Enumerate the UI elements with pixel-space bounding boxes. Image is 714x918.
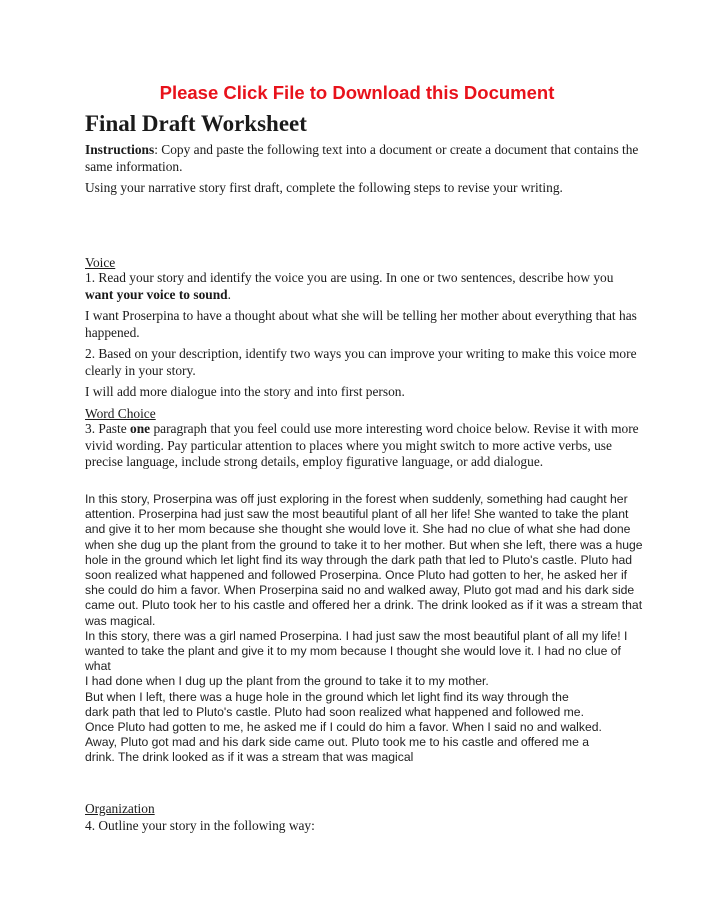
instructions-label: Instructions bbox=[85, 142, 155, 157]
voice-q1-bold: want your voice to sound bbox=[85, 286, 228, 302]
story-line: In this story, Proserpina was off just exploring in the forest when suddenly, something had caught her attention. Proserpina had just saw the most beautiful plant of all her life! She wanted to take the plant and give it to her mom because she thought she would love it. She had no clue of what she had done when she dug up the plant from the ground to take it to her mother. But when she left, there was a huge hole in the ground which let light find its way through the dark path that led to Pluto's castle. Pluto had soon realized what happened and followed Proserpina. Once Pluto had gotten to her, he asked her if she could do him a favor. When Proserpina said no and walked away, Pluto got mad and his dark side came out. Pluto took her to his castle and offered her a drink. The drink looked as if it was a stream that was magical. bbox=[85, 492, 643, 628]
story-line: But when I left, there was a huge hole in the ground which let light find its way through the bbox=[85, 689, 569, 704]
story-line: In this story, there was a girl named Proserpina. I had just saw the most beautiful plant of all my life! I wanted to take the plant and give it to my mom because I thought she would love it. I had no clue of what bbox=[85, 628, 628, 674]
voice-question-2: 2. Based on your description, identify two ways you can improve your writing to make this voice more clearly in your story. bbox=[85, 346, 637, 378]
download-banner[interactable]: Please Click File to Download this Document bbox=[159, 82, 555, 103]
voice-answer-1: I want Proserpina to have a thought about what she will be telling her mother about everything that has happened. bbox=[85, 308, 637, 340]
story-line: I had done when I dug up the plant from the ground to take it to my mother. bbox=[85, 674, 489, 689]
story-line: Once Pluto had gotten to me, he asked me if I could do him a favor. When I said no and walked. bbox=[85, 720, 602, 735]
voice-q1-text: 1. Read your story and identify the voice you are using. In one or two sentences, describe how you bbox=[85, 270, 614, 285]
word-choice-question-3 bbox=[85, 421, 645, 471]
story-line: Away, Pluto got mad and his dark side came out. Pluto took me to his castle and offered me a bbox=[85, 735, 590, 750]
wc-q3-bold: one bbox=[130, 421, 151, 436]
organization-heading: Organization bbox=[85, 801, 155, 816]
story-line: drink. The drink looked as if it was a stream that was magical bbox=[85, 750, 414, 765]
story-line: dark path that led to Pluto's castle. Pluto had soon realized what happened and followed me. bbox=[85, 704, 584, 719]
story-paragraph bbox=[85, 492, 645, 766]
voice-q1-end: . bbox=[227, 286, 231, 302]
wc-q3-end: paragraph that you feel could use more interesting word choice below. Revise it with more vivid wording. Pay particular attention to places where you might switch to more active verbs, use precise language, include strong details, employ figurative language, or add dialogue. bbox=[85, 421, 639, 469]
voice-answer-2: I will add more dialogue into the story and into first person. bbox=[85, 384, 405, 399]
voice-heading: Voice bbox=[85, 255, 116, 270]
instructions-text: : Copy and paste the following text into a document or create a document that contains the same information. bbox=[85, 142, 639, 174]
wc-q3-text: 3. Paste bbox=[85, 421, 131, 436]
document-title: Final Draft Worksheet bbox=[85, 111, 307, 136]
instructions-paragraph bbox=[85, 142, 645, 175]
word-choice-heading: Word Choice bbox=[85, 406, 156, 421]
organization-question-4: 4. Outline your story in the following way: bbox=[85, 818, 315, 833]
intro-paragraph: Using your narrative story first draft, complete the following steps to revise your writing. bbox=[85, 180, 563, 195]
voice-question-1 bbox=[85, 270, 645, 303]
